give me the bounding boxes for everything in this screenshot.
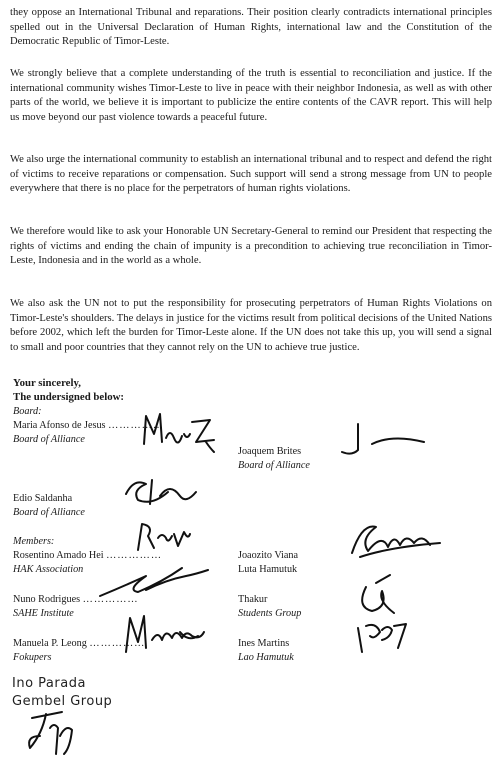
signatory-name: Rosentino Amado Hei (13, 550, 104, 561)
signatory-name: Ines Martins (238, 638, 290, 649)
paragraph-4: We therefore would like to ask your Honorable UN Secretary-General to remind our President that respecting the rights of victims and ending the chain of impunity is a precondition to achieving true reconciliation in Timor-Leste, Indonesia and in the world as a whole. (10, 226, 492, 267)
signatory-org: SAHE Institute (13, 607, 74, 619)
signatory-org: Board of Alliance (238, 459, 310, 471)
signatory-name: Nuno Rodrigues (13, 594, 81, 605)
signature-edio (120, 474, 200, 508)
signatory-name: Joaozito Viana (238, 550, 299, 561)
signature-rosentino (132, 520, 192, 554)
paragraph-3: We also urge the international community to establish an international tribunal and to respect and defend the right of victims to receive reparations or compensation. Such support will send a strong message from UN to people everywhere that there is no place for the perpetrators of human rights violations. (10, 154, 492, 195)
signatory-org: Board of Alliance (13, 506, 85, 518)
signature-maria (140, 408, 220, 458)
signatory-org: Students Group (238, 607, 302, 619)
signatory-name: Manuela P. Leong (13, 638, 87, 649)
closing (13, 376, 124, 404)
signatory-name: Thakur (238, 594, 268, 605)
signature-dots: …………… (89, 638, 146, 649)
board-heading: Board: (13, 406, 42, 417)
paragraph-1: they oppose an International Tribunal and reparations. Their position clearly contradicts international principles spelled out in the Universal Declaration of Human Rights, international law and the Constitution of the Democratic Republic of Timor-Leste. (10, 7, 492, 48)
signatory-name: Maria Afonso de Jesus (13, 420, 106, 431)
signatory-org: HAK Association (13, 563, 84, 575)
paragraph-2: We strongly believe that a complete understanding of the truth is essential to reconciliation and justice. If the international community wishes Timor-Leste to live in peace with their neighbor Indonesia, as well as with other parts of the world, we believe it is important to publicize the entire contents of the CAVR report. This will help us move beyond our past violence towards a peaceful future. (10, 68, 492, 123)
handwritten-name: Ino Parada (12, 676, 86, 691)
signatory-org: Fokupers (13, 651, 52, 663)
signature-nuno (96, 560, 212, 600)
signature-ines (352, 618, 412, 658)
signatory-thakur (238, 593, 301, 620)
signature-ino (22, 706, 76, 760)
members-heading: Members: (13, 536, 55, 547)
closing-undersigned: The undersigned below: (13, 391, 124, 403)
signatory-org: Lao Hamutuk (238, 651, 294, 663)
signature-dots: …………… (106, 550, 163, 561)
signatory-org: Luta Hamutuk (238, 563, 298, 575)
signatory-edio (13, 492, 85, 519)
signature-dots: …………… (82, 594, 139, 605)
signatory-org: Board of Alliance (13, 433, 85, 445)
signature-manuela (120, 612, 214, 658)
signature-dots: …………… (108, 420, 165, 431)
handwritten-org: Gembel Group (12, 694, 113, 709)
signatory-name: Joaquem Brites (238, 446, 302, 457)
signatory-joaozito (238, 549, 298, 576)
signature-joaquem (330, 420, 430, 460)
signature-joaozito (346, 513, 450, 623)
signatory-joaquem (238, 445, 310, 472)
signatory-name: Edio Saldanha (13, 493, 73, 504)
closing-salutation: Your sincerely, (13, 377, 81, 389)
signatory-ines (238, 637, 294, 664)
paragraph-5: We also ask the UN not to put the responsibility for prosecuting perpetrators of Human Rights Violations on Timor-Leste's shoulders. The delays in justice for the victims result from political decisions of the United Nations before 2002, which left the burden for Timor-Leste alone. If the UN does not take this up, you will send a signal to small and poor countries that they cannot rely on the UN to achieve true justice. (10, 298, 492, 353)
